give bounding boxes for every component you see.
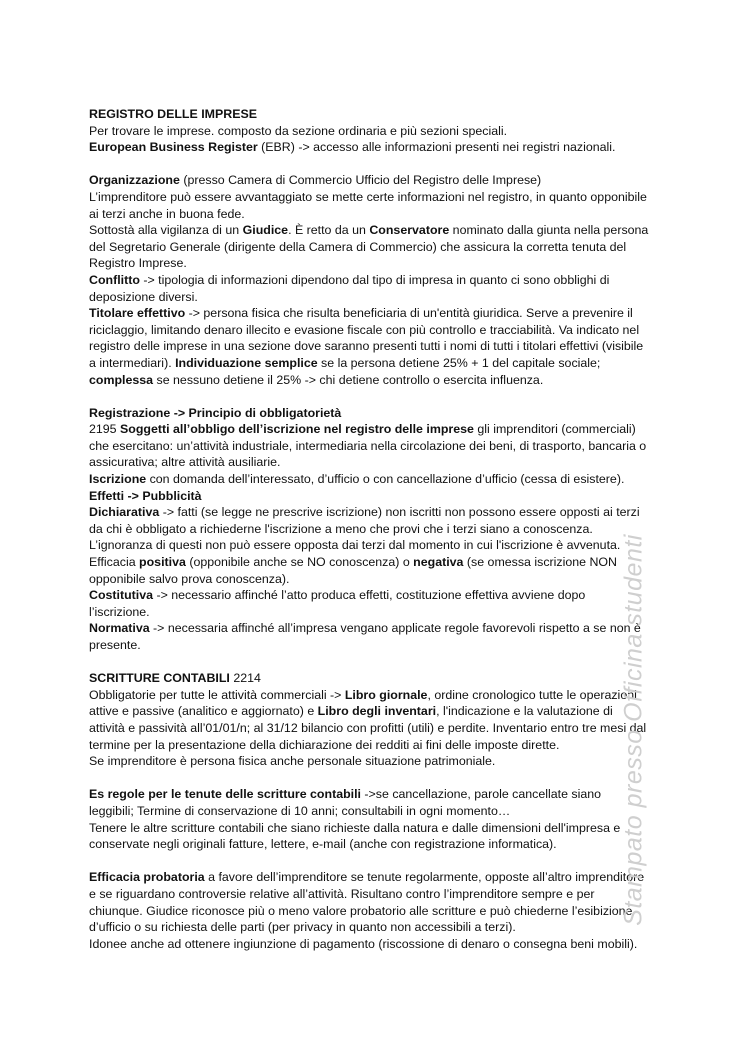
- text-line: [89, 903, 669, 920]
- text-line: [89, 189, 669, 206]
- text: che esercitano: un’attività industriale, intermediaria nella circolazione dei beni, di trasporto, bancaria o: [89, 438, 647, 453]
- text: -> persona fisica che risulta beneficiaria di un'entità giuridica. Serve a prevenire il: [185, 306, 633, 321]
- text: -> fatti (se legge ne prescrive iscrizione) non iscritti non possono essere opposti ai terzi: [159, 505, 640, 520]
- text-line: [89, 206, 669, 223]
- text: -> necessaria affinché all’impresa vengano applicate regole favorevoli rispetto a se non è: [149, 621, 641, 636]
- text: Sottostà alla vigilanza di un: [89, 223, 243, 238]
- bold-text: Conservatore: [369, 223, 450, 238]
- bold-text: REGISTRO DELLE IMPRESE: [89, 107, 257, 121]
- text-line: [89, 820, 669, 837]
- bold-text: positiva: [139, 555, 186, 570]
- document-body: [89, 106, 669, 952]
- text: Tenere le altre scritture contabili che siano richieste dalla natura e dalle dimensioni dell'impresa e: [89, 820, 621, 835]
- text: se la persona detiene 25% + 1 del capitale sociale;: [317, 355, 601, 370]
- text: , ordine cronologico tutte le operazioni: [427, 687, 637, 702]
- text-line: [89, 438, 669, 455]
- text: Obbligatorie per tutte le attività commerciali ->: [89, 687, 345, 702]
- text: Idonee anche ad ottenere ingiunzione di pagamento (riscossione di denaro o consegna beni mobili).: [89, 936, 638, 951]
- text: 2214: [229, 671, 261, 686]
- text-line: [89, 139, 669, 156]
- blank-line: [89, 770, 669, 787]
- text: d’ufficio o su richiesta delle parti (per privacy in quanto non accessibili a terzi).: [89, 920, 516, 935]
- bold-text: Es regole per le tenute delle scritture contabili: [89, 787, 361, 802]
- text: (presso Camera di Commercio Ufficio del Registro delle Imprese): [179, 173, 542, 188]
- text: presente.: [89, 638, 141, 652]
- text-line: [89, 255, 669, 272]
- text: deposizione diversi.: [89, 289, 198, 304]
- text-line: [89, 737, 669, 754]
- text-line: [89, 687, 669, 704]
- bold-text: complessa: [89, 372, 154, 387]
- text: (opponibile anche se NO conoscenza) o: [185, 555, 414, 570]
- text: L’imprenditore può essere avvantaggiato se mette certe informazioni nel registro, in quanto opponibile: [89, 189, 647, 204]
- text: Registro Imprese.: [89, 256, 187, 271]
- text: Per trovare le imprese. composto da sezione ordinaria e più sezioni speciali.: [89, 123, 508, 138]
- text-line: [89, 123, 669, 140]
- text: , l'indicazione e la valutazione di: [436, 704, 613, 719]
- text-line: [89, 670, 669, 687]
- blank-line: [89, 388, 669, 405]
- text: ai terzi anche in buona fede.: [89, 206, 245, 221]
- text-line: [89, 272, 669, 289]
- blank-line: [89, 853, 669, 870]
- bold-text: Giudice: [242, 223, 289, 238]
- text-line: [89, 753, 669, 770]
- text: 2195: [89, 422, 121, 437]
- text: Efficacia: [89, 555, 140, 570]
- text: del Segretario Generale (dirigente della Camera di Commercio) che assicura la corretta tenuta del: [89, 239, 627, 254]
- text-line: [89, 620, 669, 637]
- text: riciclaggio, limitando denaro illecito e evasione fiscale con più controllo e tracciabilità. Va indicato nel: [89, 322, 640, 337]
- bold-text: Soggetti all’obbligo dell’iscrizione nel registro delle imprese: [120, 422, 474, 437]
- text-line: [89, 305, 669, 322]
- text-line: [89, 504, 669, 521]
- text: a intermediari).: [89, 355, 176, 370]
- text-line: [89, 239, 669, 256]
- text-line: [89, 637, 669, 654]
- text-line: [89, 703, 669, 720]
- bold-text: Titolare effettivo: [89, 306, 186, 321]
- text: -> necessario affinché l’atto produca effetti, costituzione effettiva avviene dopo: [153, 588, 586, 603]
- text: e se riguardano controversie relative all’attività. Risultano contro l’imprenditore sempre e per: [89, 886, 595, 901]
- bold-text: Conflitto: [89, 272, 140, 287]
- text-line: [89, 421, 669, 438]
- text-line: [89, 554, 669, 571]
- bold-text: Iscrizione: [89, 472, 147, 487]
- text-line: [89, 405, 669, 422]
- text: l’iscrizione.: [89, 604, 150, 619]
- text-line: [89, 936, 669, 953]
- text-line: [89, 289, 669, 306]
- text: (EBR) -> accesso alle informazioni presenti nei registri nazionali.: [257, 140, 616, 155]
- text-line: [89, 587, 669, 604]
- text: chiunque. Giudice riconosce più o meno valore probatorio alle scritture e può chiederne l’esibizione: [89, 903, 633, 918]
- text: registro delle imprese in una sezione dove saranno presenti tutti i nomi di tutti i titolari effettivi (visibile: [89, 339, 644, 354]
- bold-text: Costitutiva: [89, 588, 154, 603]
- text: attività e passività all’01/01/n; al 31/12 bilancio con profitti (utili) e perdite. Inventario entro tre mesi dal: [89, 720, 647, 735]
- bold-text: Individuazione semplice: [175, 355, 318, 370]
- bold-text: SCRITTURE CONTABILI: [89, 671, 230, 686]
- text: assicurativa; altre attività ausiliarie.: [89, 455, 281, 470]
- bold-text: negativa: [413, 555, 464, 570]
- text-line: [89, 355, 669, 372]
- text-line: [89, 338, 669, 355]
- watermark: Stampato presso Officina studenti: [619, 534, 648, 926]
- text: opponibile salvo prova conoscenza).: [89, 571, 290, 586]
- text-line: [89, 172, 669, 189]
- text: a favore dell’imprenditore se tenute regolarmente, opposte all’altro imprenditore: [204, 870, 645, 885]
- text-line: [89, 786, 669, 803]
- text: (se omessa iscrizione NON: [463, 555, 617, 570]
- text-line: [89, 720, 669, 737]
- bold-text: Registrazione -> Principio di obbligatorietà: [89, 405, 342, 420]
- bold-text: Effetti -> Pubblicità: [89, 488, 202, 503]
- text-line: [89, 454, 669, 471]
- text: . È retto da un: [288, 223, 370, 238]
- text: attive e passive (analitico e aggiornato) e: [89, 704, 318, 719]
- text-line: [89, 488, 669, 505]
- text-line: [89, 521, 669, 538]
- text-line: [89, 869, 669, 886]
- text: Se imprenditore è persona fisica anche personale situazione patrimoniale.: [89, 754, 496, 769]
- text-line: [89, 571, 669, 588]
- text: termine per la presentazione della dichiarazione dei redditi ai fini delle imposte dirette.: [89, 737, 560, 752]
- text: con domanda dell’interessato, d’ufficio o con cancellazione d’ufficio (cessa di esistere).: [146, 472, 625, 487]
- text: ->se cancellazione, parole cancellate siano: [360, 787, 602, 802]
- bold-text: Normativa: [89, 621, 150, 636]
- text-line: [89, 471, 669, 488]
- text-line: [89, 372, 669, 389]
- bold-text: Libro giornale: [344, 687, 428, 702]
- blank-line: [89, 654, 669, 671]
- text-line: [89, 222, 669, 239]
- text: conservate negli originali fatture, lettere, e-mail (anche con registrazione informatica).: [89, 837, 557, 852]
- text-line: [89, 106, 669, 123]
- text: leggibili; Termine di conservazione di 10 anni; consultabili in ogni momento…: [89, 803, 511, 818]
- text: nominato dalla giunta nella persona: [449, 223, 649, 238]
- text-line: [89, 322, 669, 339]
- bold-text: Efficacia probatoria: [89, 870, 205, 885]
- text-line: [89, 919, 669, 936]
- text: se nessuno detiene il 25% -> chi detiene controllo o esercita influenza.: [153, 372, 544, 387]
- text: gli imprenditori (commerciali): [473, 422, 636, 437]
- text-line: [89, 604, 669, 621]
- bold-text: European Business Register: [89, 140, 258, 155]
- text-line: [89, 836, 669, 853]
- text-line: [89, 803, 669, 820]
- text-line: [89, 537, 669, 554]
- bold-text: Organizzazione: [89, 173, 180, 188]
- text: -> tipologia di informazioni dipendono dal tipo di impresa in quanto ci sono obblighi di: [139, 272, 610, 287]
- text-line: [89, 886, 669, 903]
- bold-text: Libro degli inventari: [317, 704, 437, 719]
- bold-text: Dichiarativa: [89, 505, 160, 520]
- text: da chi è obbligato a richiederne l'iscrizione a meno che provi che i terzi siano a conoscenza.: [89, 521, 593, 536]
- text: L’ignoranza di questi non può essere opposta dai terzi dal momento in cui l'iscrizione è avvenuta.: [89, 538, 621, 553]
- blank-line: [89, 156, 669, 173]
